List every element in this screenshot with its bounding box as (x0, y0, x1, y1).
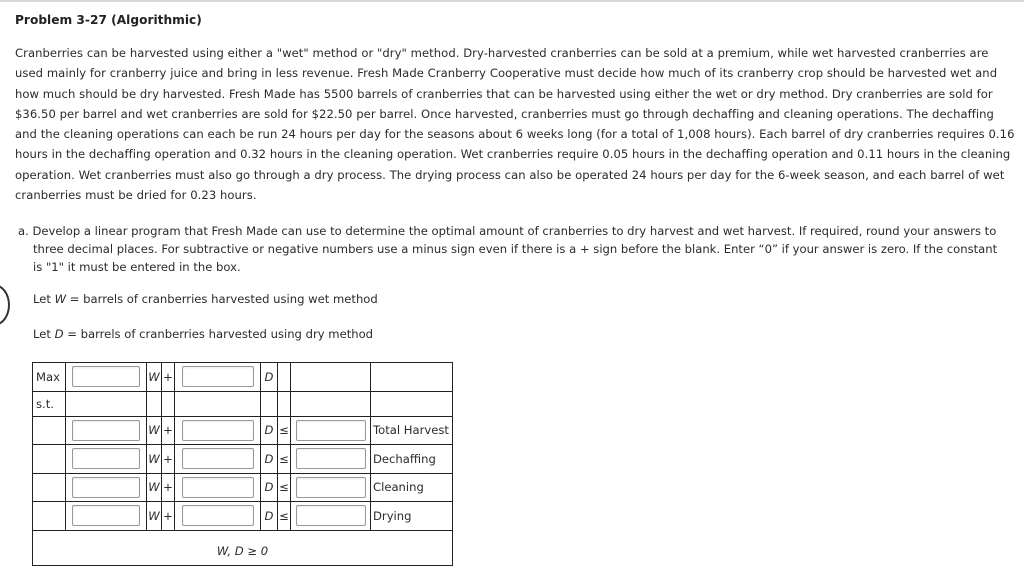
cleaning-rhs-input[interactable] (296, 477, 366, 498)
constraint-name: Dechaffing (371, 445, 453, 474)
empty-cell (278, 363, 291, 392)
empty-cell (371, 391, 453, 416)
statement-line: hours in the dechaffing operation and 0.32 hours in the cleaning operation. Wet cranberries require 0.05 hours in the dechaffing operation and 0.11 hours in the cleaning (15, 147, 1011, 162)
empty-cell (33, 445, 66, 474)
cleaning-d-coef-input[interactable] (182, 477, 254, 498)
var-w-label: W (147, 416, 162, 445)
plus-sign: + (162, 445, 175, 474)
constraint-name: Drying (371, 502, 453, 531)
objective-d-coef-input[interactable] (182, 366, 254, 387)
le-sign: ≤ (278, 445, 291, 474)
drying-d-coef-input[interactable] (182, 505, 254, 526)
plus-sign: + (162, 363, 175, 392)
nonnegativity-row (33, 530, 453, 565)
objective-w-coef-input[interactable] (72, 366, 140, 387)
nav-arc-decoration (0, 284, 10, 326)
cleaning-w-coef-input[interactable] (72, 477, 140, 498)
var-w-label: W (147, 363, 162, 392)
objective-row (33, 363, 453, 392)
statement-line: $36.50 per barrel and wet cranberries are sold for $22.50 per barrel. Once harvested, cranberries must go through dechaffing and cleaning operations. The dechaffing (15, 106, 994, 121)
var-d-label: D (261, 416, 278, 445)
constraint-name: Total Harvest (371, 416, 453, 445)
var-w-label: W (147, 445, 162, 474)
statement-line: operation. Wet cranberries must also go through a dry process. The drying process can also be operated 24 hours per day for the 6-week season, and each barrel of wet (15, 167, 1005, 182)
part-a-line: three decimal places. For subtractive or negative numbers use a minus sign even if there is a + sign before the blank. Enter “0” if your answer is zero. If the constant (33, 242, 998, 256)
let-d-definition: Let D = barrels of cranberries harvested using dry method (33, 327, 374, 341)
empty-cell (147, 391, 162, 416)
var-d-label: D (261, 502, 278, 531)
top-divider (0, 0, 1024, 2)
total-harvest-d-coef-input[interactable] (182, 420, 254, 441)
var-w-label: W (147, 473, 162, 502)
st-row (33, 391, 453, 416)
dechaffing-d-coef-input[interactable] (182, 448, 254, 469)
part-a-instructions (18, 222, 1018, 276)
dechaffing-w-coef-input[interactable] (72, 448, 140, 469)
var-d-label: D (261, 445, 278, 474)
plus-sign: + (162, 416, 175, 445)
total-harvest-rhs-input[interactable] (296, 420, 366, 441)
empty-cell (278, 391, 291, 416)
nonnegativity-constraint: W, D ≥ 0 (33, 530, 453, 565)
statement-line: Cranberries can be harvested using either a "wet" method or "dry" method. Dry-harvested cranberries can be sold at a premium, while wet harvested cranberries are (15, 46, 989, 60)
objective-w-cell (66, 363, 147, 392)
drying-w-coef-input[interactable] (72, 505, 140, 526)
constraint-row (33, 473, 453, 502)
var-d-label: D (261, 363, 278, 392)
statement-line: cranberries must be dried for 0.23 hours. (15, 188, 257, 203)
objective-d-cell (175, 363, 261, 392)
var-d-label: D (261, 473, 278, 502)
empty-cell (33, 473, 66, 502)
var-w-label: W (147, 502, 162, 531)
empty-cell (66, 391, 147, 416)
constraint-row (33, 502, 453, 531)
statement-line: and the cleaning operations can each be run 24 hours per day for the seasons about 6 weeks long (for a total of 1,008 hours). Each barrel of dry cranberries requires 0.16 (15, 127, 1015, 142)
empty-cell (291, 363, 371, 392)
problem-statement (15, 43, 1024, 205)
lp-model-table (32, 362, 453, 566)
empty-cell (162, 391, 175, 416)
constraint-name: Cleaning (371, 473, 453, 502)
drying-rhs-input[interactable] (296, 505, 366, 526)
variable-d: D (54, 327, 64, 341)
variable-w: W (54, 292, 67, 306)
part-a-line: is "1" it must be entered in the box. (33, 260, 241, 274)
empty-cell (175, 391, 261, 416)
le-sign: ≤ (278, 502, 291, 531)
st-label: s.t. (33, 391, 66, 416)
constraint-row (33, 416, 453, 445)
empty-cell (291, 391, 371, 416)
empty-cell (371, 363, 453, 392)
statement-line: how much should be dry harvested. Fresh Made has 5500 barrels of cranberries that can be harvested using either the wet or dry method. Dry cranberries are sold for (15, 86, 993, 101)
statement-line: used mainly for cranberry juice and bring in less revenue. Fresh Made Cranberry Cooperative must decide how much of its cranberry crop should be harvested wet and (15, 66, 998, 81)
empty-cell (261, 391, 278, 416)
plus-sign: + (162, 473, 175, 502)
total-harvest-w-coef-input[interactable] (72, 420, 140, 441)
dechaffing-rhs-input[interactable] (296, 448, 366, 469)
part-a-line: a. Develop a linear program that Fresh Made can use to determine the optimal amount of cranberries to dry harvest and wet harvest. If required, round your answers to (18, 224, 997, 238)
empty-cell (33, 502, 66, 531)
max-label: Max (33, 363, 66, 392)
constraint-row (33, 445, 453, 474)
le-sign: ≤ (278, 416, 291, 445)
plus-sign: + (162, 502, 175, 531)
le-sign: ≤ (278, 473, 291, 502)
empty-cell (33, 416, 66, 445)
problem-title: Problem 3-27 (Algorithmic) (15, 13, 202, 27)
let-w-definition: Let W = barrels of cranberries harvested using wet method (33, 292, 378, 306)
